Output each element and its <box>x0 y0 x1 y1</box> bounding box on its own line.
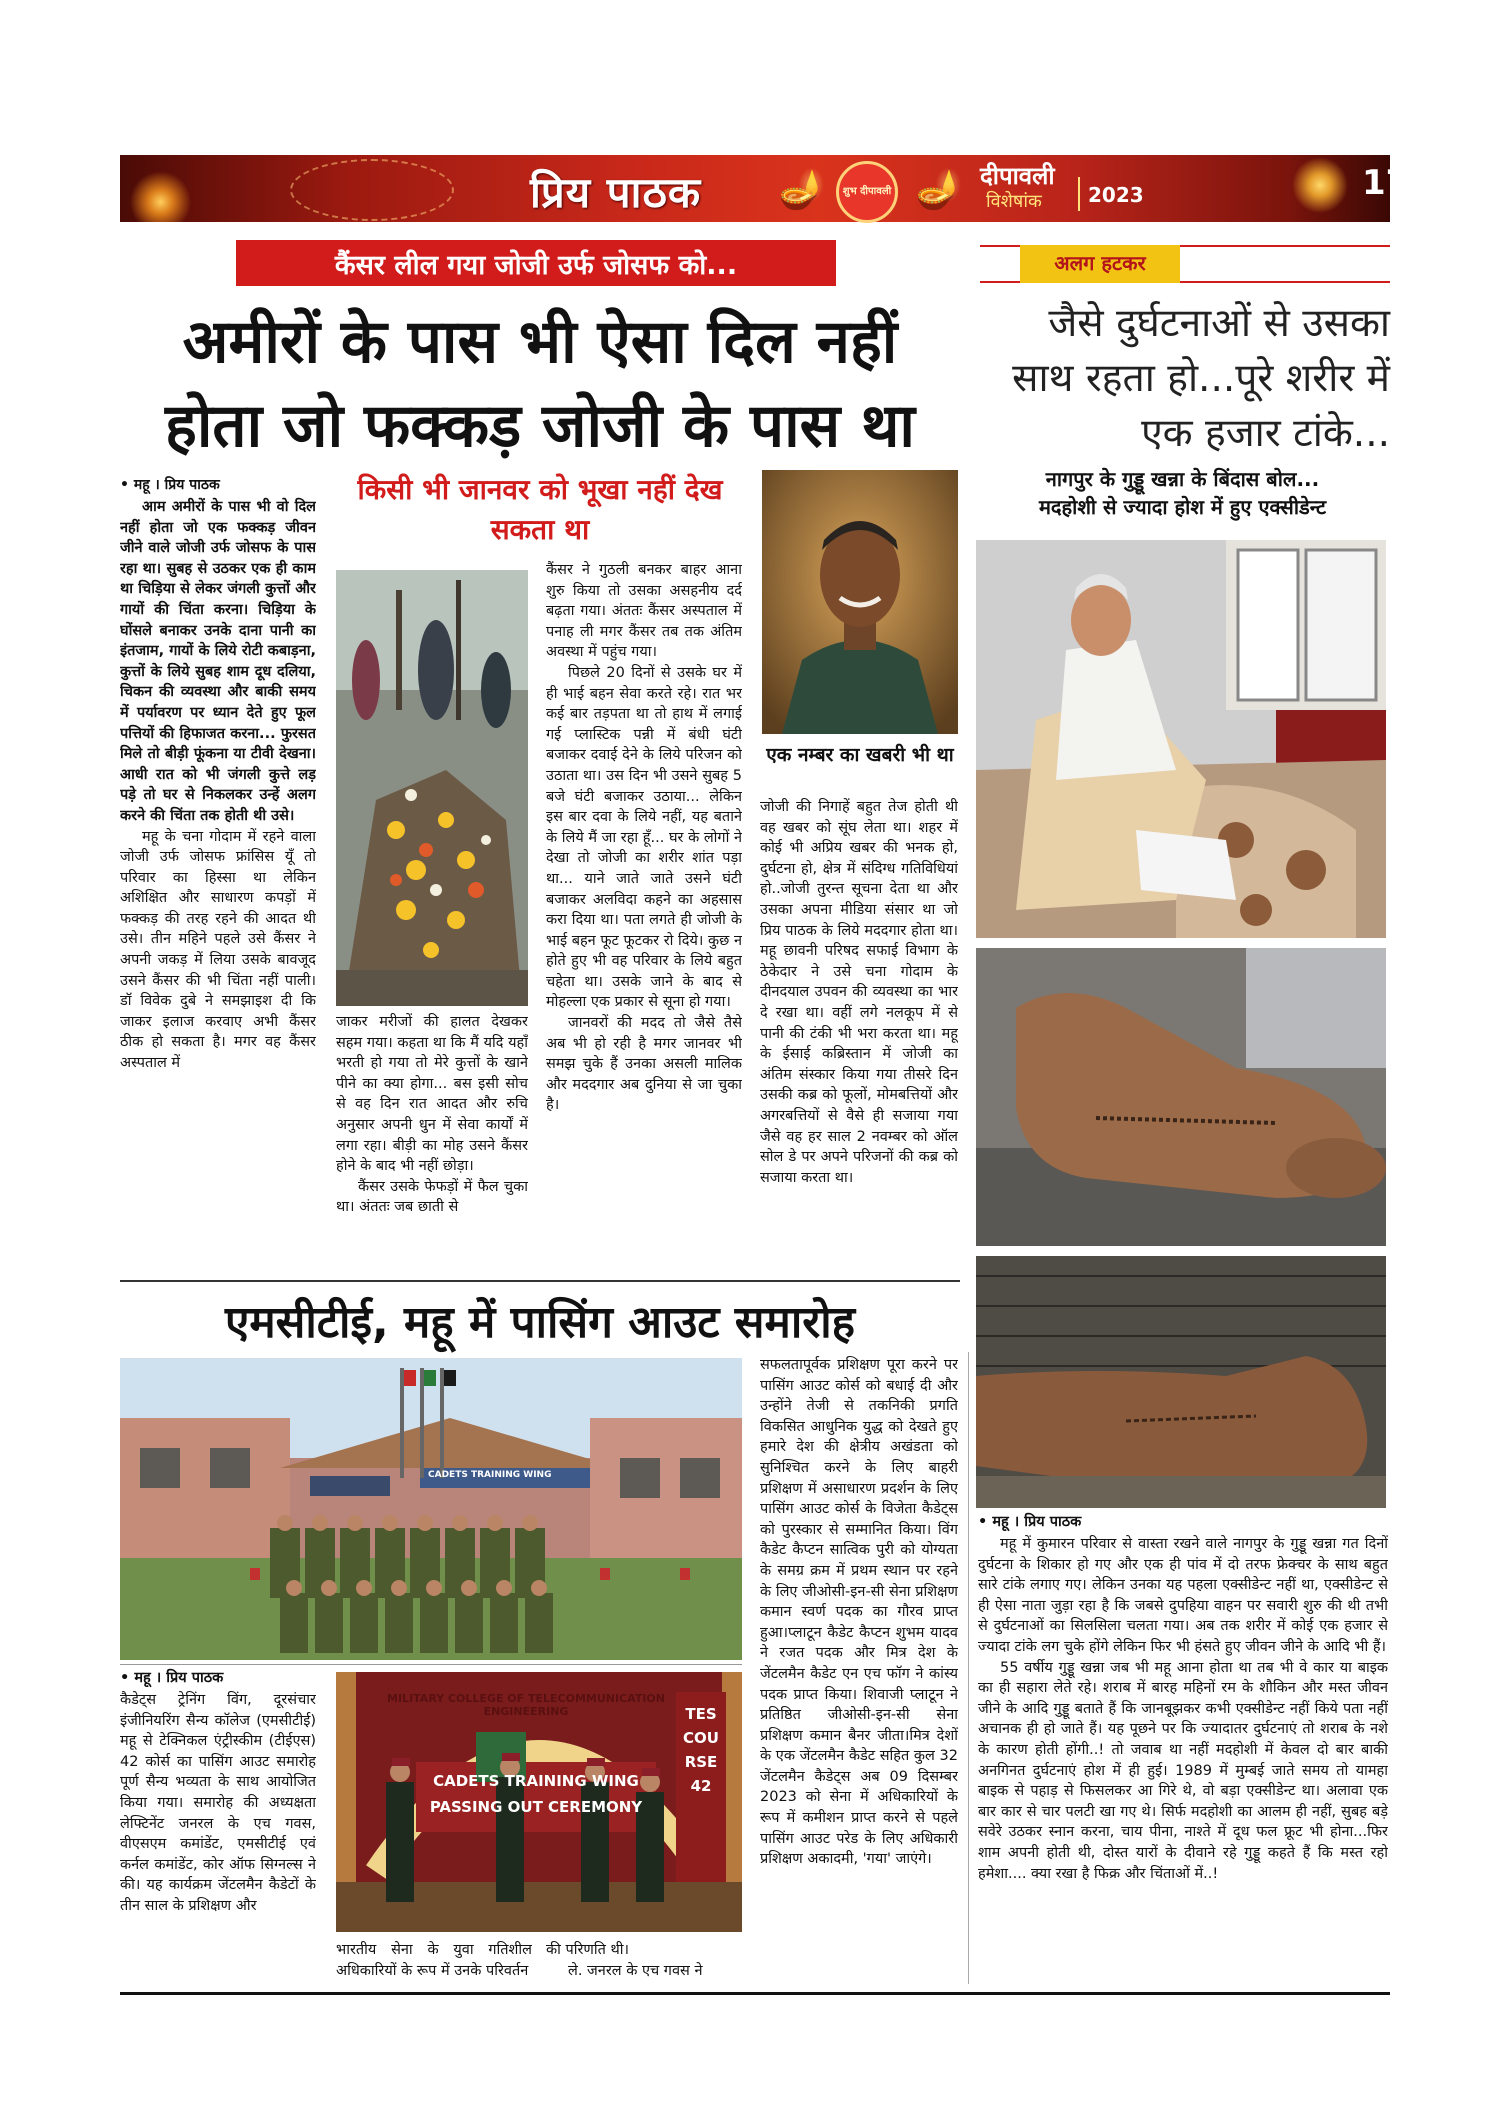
divider <box>1078 177 1080 211</box>
diya-icon: 🪔 <box>915 167 963 211</box>
bottom-byline: • महू । प्रिय पाठक <box>120 1670 224 1686</box>
joji-portrait-photo <box>762 470 958 734</box>
side-subheadline-line2: मदहोशी से ज्यादा होश में हुए एक्सीडेन्ट <box>1038 495 1327 519</box>
side-para-1: महू में कुमारन परिवार से वास्ता रखने वाले नागपुर के गुड्डू खन्ना गत दिनों दुर्घटना के शिकार हो गए और एक ही पांव में दो तरफ फ्रेक्चर के साथ बहुत सारे टांके लगाए गए। लेकिन उनका यह पहला एक्सीडेन्ट नहीं था, एक्सीडेन्ट से ही ऐसा नाता जुड़ा रहा है कि जबसे दुपहिया वाहन पर सवारी शुरु की थी तभी से दुर्घटनाओं का सिलसिला चलता गया। अब तक शरीर में कोई एक हजार से ज्यादा टांके लग चुके होंगे लेकिन फिर भी हंसते हुए जीवन जीने के आदि भी हैं। <box>978 1536 1388 1655</box>
man-on-bed-photo <box>976 540 1386 938</box>
kicker-bar <box>236 240 836 286</box>
special-title: दीपावली <box>980 162 1055 190</box>
side-byline: • महू । प्रिय पाठक <box>978 1514 1082 1530</box>
goddess-decoration <box>1285 155 1355 222</box>
tag-bar <box>980 245 1390 283</box>
lead-column-1 <box>120 497 316 1277</box>
bottom-column-2: भारतीय सेना के युवा गतिशील अधिकारियों के रूप में उनके परिवर्तन <box>336 1942 532 1979</box>
bottom-col3-para-1: की परिणति थी। <box>546 1942 630 1958</box>
side-subheadline-line1: नागपुर के गुड्डू खन्ना के बिंदास बोल... <box>1045 467 1320 491</box>
special-issue-box <box>980 159 1280 217</box>
lead-column-3 <box>546 560 742 1272</box>
rangoli-decoration <box>290 159 454 221</box>
banner-text: CADETS TRAINING WING PASSING OUT CEREMONY <box>429 1772 643 1816</box>
building-sign-text: CADETS TRAINING WING <box>428 1470 552 1480</box>
lead-headline-line2: होता जो फक्कड़ जोजी के पास था <box>165 391 915 461</box>
lead-para-2: महू के चना गोदाम में रहने वाला जोजी उर्फ जोसफ फ्रांसिस यूँ तो परिवार का हिस्सा था लेकिन अशिक्षित और साधारण कपड़ों में फक्कड़ की तरह रहने की आदत थी उसे। तीन महिने पहले उसे कैंसर ने अपनी जकड़ में लिया उसके बावजूद उसने कैंसर की भी चिंता नहीं पाली। डॉ विवेक दुबे ने समझाइश दी कि जाकर इलाज करवाए अभी कैंसर ठीक हो सकता है। मगर वह कैंसर अस्पताल में <box>120 828 316 1072</box>
group-photo-building <box>120 1358 742 1660</box>
special-subtitle: विशेषांक <box>986 191 1042 212</box>
kicker-text: कैंसर लील गया जोजी उर्फ जोसफ को... <box>334 249 738 281</box>
grave-flowers-photo <box>336 570 528 1006</box>
diya-icon: 🪔 <box>778 167 826 211</box>
caption-divider <box>120 1664 742 1665</box>
side-headline: जैसे दुर्घटनाओं से उसका साथ रहता हो...पूरे शरीर में एक हजार टांके... <box>1012 301 1390 456</box>
lead-subheadline: किसी भी जानवर को भूखा नहीं देख सकता था <box>357 473 723 546</box>
sidebar-text: जोजी की निगाहें बहुत तेज होती थी वह खबर को सूंघ लेता था। शहर में कोई भी अप्रिय खबर की भनक हो, दुर्घटना हो, क्षेत्र में संदिग्ध गतिविधियां हो..जोजी तुरन्त सूचना देता था और उसका अपना मीडिया संसार था जो प्रिय पाठक के लिये मददगार होता था। महू छावनी परिषद सफाई विभाग के ठेकेदार ने उसे चना गोदाम के दीनदयाल उपवन की व्यवस्था का भार दे रखा था। वहीं लगे नलकूप में से पानी की टंकी भी भरा करता था। महू के ईसाई कब्रिस्तान में जोजी का अंतिम संस्कार किया गया तीसरे दिन उसकी कब्र को फूलों, मोमबत्तियों और अगरबत्तियों से वैसे ही सजाया गया जैसे वह हर साल 2 नवम्बर को ऑल सोल डे पर अपने परिजनों की कब्र को सजाया करता था। <box>760 799 958 1186</box>
section-title: प्रिय पाठक <box>530 168 702 217</box>
stitched-foot-photo <box>976 948 1386 1246</box>
lead-col2-para-2: कैंसर उसके फेफड़ों में फैल चुका था। अंततः जब छाती से <box>336 1178 528 1216</box>
issue-year: 2023 <box>1088 183 1144 207</box>
badge-text: शुभ दीपावली <box>842 186 892 197</box>
shubh-deepawali-badge <box>836 161 898 223</box>
lamp-decoration-left <box>120 155 210 222</box>
sidebar-heading: एक नम्बर का खबरी भी था <box>766 744 954 766</box>
bottom-column-3 <box>546 1940 742 1990</box>
side-para-2: 55 वर्षीय गुड्डू खन्ना जब भी महू आना होता था तब भी वे कार या बाइक का ही सहारा लेते रहे। शराब में बारह महिनों रम के शौकिन और मस्त जीवन जीने के आदि गुड्डू बताते हैं कि जानबूझकर कभी एक्सीडेन्ट नहीं किये पता नहीं अचानक ही हो जाते हैं। यह पूछने पर कि ज्यादातर दुर्घटनाएं तो शराब के नशे के कारण होती होंगी..! तो जवाब था नहीं मदहोशी में केवल दो बार बाकी अनगिनत दुर्घटनाएं होश में ही हुई। 1989 में मुम्बई जाते समय तो यामहा बाइक से पहाड़ से फिसलकर आ गिरे थे, वो बड़ा एक्सीडेन्ट था। अलावा एक बार कार से चार पलटी खा गए थे। सिर्फ मदहोशी का आलम ही नहीं, सुबह बड़े सवेरे उठकर स्नान करना, चाय पीना, नाश्ते में दूध फल फ्रूट भी होना...फिर शाम अपनी होती थी, दोस्त यारों के दीवाने रहे गुड्डू कहते हैं कि मस्त रहो हमेशा.... क्या रखा है फिक्र और चिंताओं में..! <box>978 1659 1388 1882</box>
lead-para-1: आम अमीरों के पास भी वो दिल नहीं होता जो एक फक्कड़ जीवन जीने वाले जोजी उर्फ जोसफ के पास रहा था। सुबह से उठकर एक ही काम था चिड़िया से लेकर जंगली कुत्तों और गायों की चिंता करना। चिड़िया के घोंसले बनाकर उनके दाना पानी का इंतजाम, गायों के लिये रोटी कबाड़ना, कुत्तों के लिये सुबह शाम दूध दलिया, चिकन की व्यवस्था और बाकी समय में पर्यावरण पर ध्यान देते हुए फूल पत्तियों की हिफाजत करना... फुरसत मिले तो बीड़ी फूंकना या टीवी देखना। आधी रात को भी जंगली कुत्ते लड़ पड़े तो घर से निकलकर उन्हें अलग करने की चिंता तक होती थी उसे। <box>120 499 316 824</box>
side-story-text <box>978 1534 1388 1974</box>
section-divider <box>120 1280 960 1282</box>
bottom-headline: एमसीटीई, महू में पासिंग आउट समारोह <box>224 1297 856 1348</box>
lead-col2-para-1: जाकर मरीजों की हालत देखकर सहम गया। कहता था कि मैं यदि यहाँ भरती हो गया तो मेरे कुत्तों के खाने पीने का क्या होगा... बस इसी सोच से वह दिन रात आदत और रुचि अनुसार अपनी धुन में सेवा कार्यों में लगा रहा। बीड़ी का मोह उसने कैंसर होने के बाद भी नहीं छोड़ा। <box>336 1014 528 1175</box>
header-band <box>120 155 1410 222</box>
bottom-col3-para-2: ले. जनरल के एच गवस ने <box>568 1962 703 1979</box>
lead-column-2 <box>336 1012 528 1272</box>
leg-wound-photo <box>976 1256 1386 1508</box>
lead-col3-para-1: कैंसर ने गुठली बनकर बाहर आना शुरु किया तो उसका असहनीय दर्द बढ़ता गया। अंततः कैंसर अस्पताल में पनाह ली मगर कैंसर तब तक अंतिम अवस्था में पहुंच गया। <box>546 562 742 661</box>
lead-col3-para-3: जानवरों की मदद तो जैसे तैसे अब भी हो रही है मगर जानवर भी समझ चुके हैं उनका असली मालिक और मददगार अब दुनिया से जा चुका है। <box>546 1015 742 1114</box>
lead-byline: • महू । प्रिय पाठक <box>120 477 220 493</box>
arch-text: MILITARY COLLEGE OF TELECOMMUNICATION ENGINEERING <box>387 1692 665 1718</box>
page-number: 17 <box>1362 163 1410 203</box>
bottom-column-4: सफलतापूर्वक प्रशिक्षण पूरा करने पर पासिंग आउट कोर्स को बधाई दी और उन्होंने तेजी से तकनिकी प्रगति विकसित आधुनिक युद्ध को देखते हुए हमारे देश की क्षेत्रीय अखंडता को सुनिश्चित करने के लिए बाहरी प्रशिक्षण में असाधारण प्रदर्शन के लिए पासिंग आउट कोर्स के विजेता कैडेट्स को पुरस्कार से सम्मानित किया। विंग कैडेट कैप्टन सात्विक पुरी को योग्यता के समग्र क्रम में प्रथम स्थान पर रहने के लिए जीओसी-इन-सी सेना प्रशिक्षण कमान स्वर्ण पदक का गौरव प्राप्त हुआ।प्लाटून कैडेट कैप्टन शुभम यादव ने रजत पदक और मित्र देश के जेंटलमैन कैडेट एन एच फॉग ने कांस्य पदक प्राप्त किया। शिवाजी प्लाटून ने प्रतिष्ठित जीओसी-इन-सी सेना प्रशिक्षण कमान बैनर जीता।मित्र देशों के एक जेंटलमैन कैडेट सहित कुल 32 जेंटलमैन कैडेट्स अब 09 दिसम्बर 2023 को सेना में अधिकारियों के रूप में कमीशन प्राप्त करने से पहले पासिंग आउट परेड के लिए अधिकारी प्रशिक्षण अकादमी, 'गया' जाएंगे। <box>760 1357 958 1868</box>
lead-headline-line1: अमीरों के पास भी ऐसा दिल नहीं <box>182 307 898 377</box>
lead-col3-para-2: पिछले 20 दिनों से उसके घर में ही भाई बहन सेवा करते रहे। रात भर कई बार तड़पता था तो हाथ में लगाई गई प्लास्टिक पन्नी में बंधी घंटी बजाकर दवाई देने के लिये परिजन को उठाता था। उस दिन भी उसने सुबह 5 बजे घंटी बजाकर उठाया... लेकिन इस बार दवा के लिये नहीं, यह बताने के लिये मैं जा रहा हूँ... घर के लोगों ने देखा तो जोजी का शरीर शांत पड़ा था... याने जाते जाते उसने घंटी बजाकर अलविदा कहने का अहसास करा दिया था। पता लगते ही जोजी के भाई बहन फूट फूटकर रो दिये। कुछ न होते हुए भी वह परिवार के लिये बहुत चहेता था। उसके जाने के बाद से मोहल्ला एक प्रकार से सूना हो गया। <box>546 664 742 1011</box>
bottom-column-1: कैडेट्स ट्रेनिंग विंग, दूरसंचार इंजीनियरिंग सैन्य कॉलेज (एमसीटीई) महू से टेक्निकल एंट्रीस्कीम (टीईएस) 42 कोर्स का पासिंग आउट समारोह पूर्ण सैन्य भव्यता के साथ आयोजित किया गया। समारोह की अध्यक्षता लेफ्टिनेंट जनरल के एच गवस, वीएसएम कमांडेंट, एमसीटीई एवं कर्नल कमांडेंट, कोर ऑफ सिग्नल्स ने की। यह कार्यक्रम जेंटलमैन कैडेटों के तीन साल के प्रशिक्षण और <box>120 1692 316 1914</box>
footer-rule <box>120 1992 1390 1995</box>
column-divider <box>968 1352 969 1984</box>
ceremony-photo <box>336 1672 742 1932</box>
banner-side-text: TES COURSE 42 <box>683 1705 719 1795</box>
tag-label: अलग हटकर <box>1020 245 1180 283</box>
